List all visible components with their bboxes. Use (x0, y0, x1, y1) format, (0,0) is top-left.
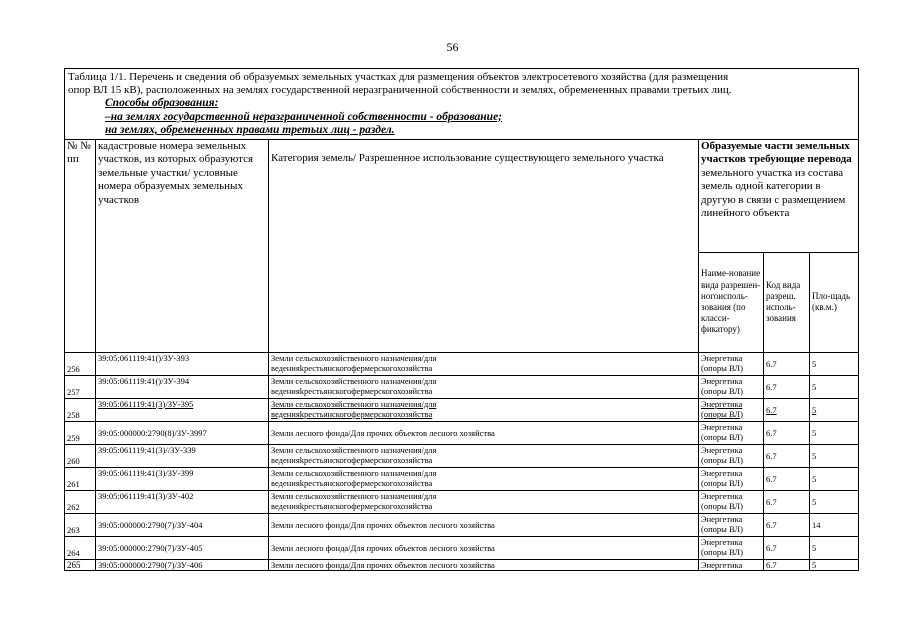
header-use-name: Наиме-нование вида разрешен-ногоисполь-зования (по класси-фикатору) (699, 252, 764, 352)
row-number: 262 (65, 490, 96, 513)
header-formed-parts-rest: земельного участка из состава земель одной категории в другую в связи с размещением линейного объекта (701, 166, 846, 220)
plot-area: 5 (810, 444, 859, 467)
use-type-line1: Энергетика (701, 444, 743, 455)
use-type (699, 467, 764, 490)
table-row (65, 559, 859, 570)
use-type (699, 375, 764, 398)
cadastral-number: 39:05:061119:41(3)/ЗУ-395 (96, 398, 269, 421)
header-area: Пло-щадь (кв.м.) (810, 252, 859, 352)
land-category-line2: веденияkрестьянскогофермерскогохозяйства (271, 385, 433, 396)
caption-row (65, 69, 859, 140)
methods-title: Способы образования: (105, 97, 219, 109)
header-category: Категория земель/ Разрешенное использование существующего земельного участка (269, 139, 699, 352)
use-type-line1: Энергетика (701, 490, 743, 501)
land-category: Земли лесного фонда/Для прочих объектов лесного хозяйства (269, 421, 699, 444)
cadastral-number: 39:05:061119:41(3)//ЗУ-339 (96, 444, 269, 467)
table-row (65, 490, 859, 513)
use-code: 6.7 (764, 490, 810, 513)
method-encumbered-land: на землях, обремененных правами третьих лиц - раздел. (105, 124, 395, 136)
use-type-line1: Энергетика (701, 352, 743, 363)
land-category-line1: Земли сельскохозяйственного назначения/для (271, 375, 437, 386)
use-code: 6.7 (764, 513, 810, 536)
row-number: 259 (65, 421, 96, 444)
plot-area: 5 (810, 467, 859, 490)
use-type (699, 444, 764, 467)
table-row (65, 536, 859, 559)
row-number: 261 (65, 467, 96, 490)
caption-line-1: Таблица 1/1. Перечень и сведения об образуемых земельных участках для размещения объектов электросетевого хозяйства (для размещения (68, 71, 729, 83)
land-category-line1: Земли сельскохозяйственного назначения/для (271, 398, 437, 409)
method-state-land: –на землях государственной неразграниченной собственности - образование; (105, 110, 503, 123)
land-category-line2: веденияkрестьянскогофермерскогохозяйства (271, 477, 433, 488)
header-number: № № пп (65, 139, 96, 352)
row-number: 264 (65, 536, 96, 559)
use-code: 6.7 (764, 398, 810, 421)
land-plots-table (64, 68, 859, 571)
land-category-line2: веденияkрестьянскогофермерскогохозяйства (271, 454, 433, 465)
cadastral-number: 39:05:061119:41()/ЗУ-393 (96, 352, 269, 375)
land-category-line1: Земли сельскохозяйственного назначения/для (271, 352, 437, 363)
use-type (699, 513, 764, 536)
use-code: 6.7 (764, 421, 810, 444)
use-type-line1: Энергетика (701, 513, 743, 524)
caption-line-2: опор ВЛ 15 кВ), расположенных на землях государственной неразграниченной собственности и землях, обремененных правами третьих лиц. (68, 84, 732, 96)
use-type-line1: Энергетика (701, 375, 743, 386)
table-row (65, 467, 859, 490)
land-category (269, 444, 699, 467)
table-row (65, 513, 859, 536)
land-category-line1: Земли сельскохозяйственного назначения/для (271, 490, 437, 501)
land-category-line1: Земли сельскохозяйственного назначения/для (271, 467, 437, 478)
header-formed-parts-bold: Образуемые части земельных участков требующие перевода (701, 139, 852, 166)
cadastral-number: 39:05:061119:41(3)/ЗУ-402 (96, 490, 269, 513)
plot-area: 5 (810, 536, 859, 559)
use-type-line2: (опоры ВЛ) (701, 385, 743, 396)
plot-area: 5 (810, 375, 859, 398)
use-code: 6.7 (764, 536, 810, 559)
cadastral-number: 39:05:000000:2790(7)/ЗУ-406 (96, 559, 269, 570)
use-type (699, 352, 764, 375)
land-category-line1: Земли сельскохозяйственного назначения/для (271, 444, 437, 455)
use-code: 6.7 (764, 559, 810, 570)
use-type-line2: (опоры ВЛ) (701, 408, 743, 419)
cadastral-number: 39:05:061119:41()/ЗУ-394 (96, 375, 269, 398)
land-category: Земли лесного фонда/Для прочих объектов лесного хозяйства (269, 536, 699, 559)
use-code: 6.7 (764, 467, 810, 490)
cadastral-number: 39:05:000000:2790(7)/ЗУ-404 (96, 513, 269, 536)
header-row (65, 139, 859, 252)
land-category (269, 467, 699, 490)
use-type (699, 536, 764, 559)
land-category-line2: веденияkрестьянскогофермерскогохозяйства (271, 408, 433, 419)
table-row (65, 444, 859, 467)
row-number: 263 (65, 513, 96, 536)
header-cadastral: кадастровые номера земельных участков, из которых образуются земельные участки/ условные номера образуемых земельных участков (96, 139, 269, 352)
land-category (269, 398, 699, 421)
table-row (65, 421, 859, 444)
plot-area: 5 (810, 490, 859, 513)
use-type-line2: (опоры ВЛ) (701, 500, 743, 511)
land-plots-table-container (64, 68, 858, 571)
use-type-line1: Энергетика (701, 467, 743, 478)
use-code: 6.7 (764, 444, 810, 467)
land-category (269, 352, 699, 375)
land-category (269, 375, 699, 398)
row-number: 265 (65, 559, 96, 570)
cadastral-number: 39:05:061119:41(3)/ЗУ-399 (96, 467, 269, 490)
use-type (699, 398, 764, 421)
cadastral-number: 39:05:000000:2790(7)/ЗУ-405 (96, 536, 269, 559)
row-number: 257 (65, 375, 96, 398)
page-number: 56 (446, 40, 459, 54)
use-type (699, 421, 764, 444)
land-category-line2: веденияkрестьянскогофермерскогохозяйства (271, 500, 433, 511)
row-number: 256 (65, 352, 96, 375)
plot-area: 5 (810, 421, 859, 444)
use-type-line2: (опоры ВЛ) (701, 523, 743, 534)
use-code: 6.7 (764, 352, 810, 375)
use-type-line1: Энергетика (701, 398, 743, 409)
table-row (65, 398, 859, 421)
land-category: Земли лесного фонда/Для прочих объектов лесного хозяйства (269, 513, 699, 536)
plot-area: 14 (810, 513, 859, 536)
use-type-line2: (опоры ВЛ) (701, 454, 743, 465)
use-type (699, 490, 764, 513)
table-body (65, 69, 859, 571)
cadastral-number: 39:05:000000:2790(8)/ЗУ-3997 (96, 421, 269, 444)
header-formed-parts (699, 139, 859, 252)
plot-area: 5 (810, 398, 859, 421)
land-category: Земли лесного фонда/Для прочих объектов лесного хозяйства (269, 559, 699, 570)
table-row (65, 352, 859, 375)
table-row (65, 375, 859, 398)
plot-area: 5 (810, 352, 859, 375)
use-code: 6.7 (764, 375, 810, 398)
use-type-line1: Энергетика (701, 536, 743, 547)
use-type-line2: (опоры ВЛ) (701, 431, 743, 442)
land-category (269, 490, 699, 513)
use-type-line2: (опоры ВЛ) (701, 477, 743, 488)
use-type-line2: (опоры ВЛ) (701, 546, 743, 557)
use-type-line2: (опоры ВЛ) (701, 362, 743, 373)
header-use-code: Код вида разреш. исполь-зования (764, 252, 810, 352)
row-number: 258 (65, 398, 96, 421)
use-type-line1: Энергетика (701, 421, 743, 432)
land-category-line2: веденияkрестьянскогофермерскогохозяйства (271, 362, 433, 373)
table-caption (65, 69, 859, 140)
plot-area: 5 (810, 559, 859, 570)
row-number: 260 (65, 444, 96, 467)
use-type: Энергетика (699, 559, 764, 570)
